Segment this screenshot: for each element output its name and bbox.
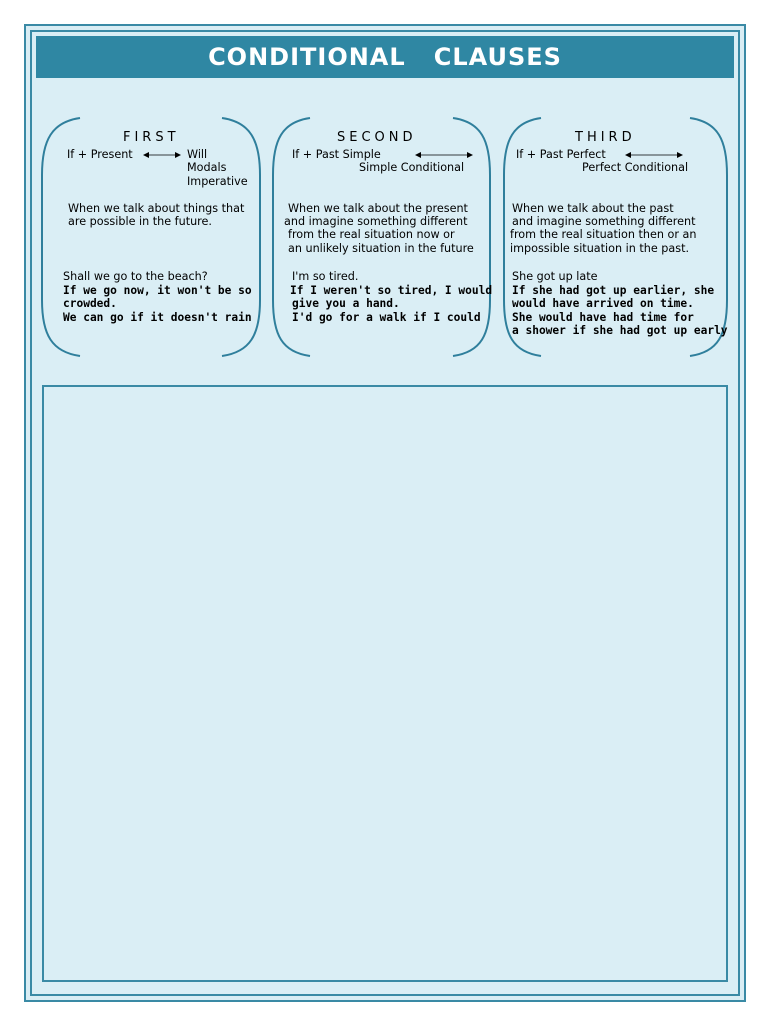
second-description-4: an unlikely situation in the future	[288, 242, 474, 255]
second-description-3: from the real situation now or	[288, 228, 455, 241]
first-double-arrow-icon	[143, 151, 181, 159]
first-formula-right-3: Imperative	[187, 175, 248, 188]
third-example-intro: She got up late	[512, 270, 598, 283]
page-title: CONDITIONAL CLAUSES	[208, 43, 562, 71]
second-formula-left: If + Past Simple	[292, 148, 381, 161]
third-description-4: impossible situation in the past.	[510, 242, 690, 255]
second-description-2: and imagine something different	[284, 215, 468, 228]
third-example-1: If she had got up earlier, she	[512, 284, 715, 297]
second-description-1: When we talk about the present	[288, 202, 468, 215]
third-formula-right-1: Perfect Conditional	[582, 161, 689, 174]
third-description-1: When we talk about the past	[512, 202, 674, 215]
third-example-4: a shower if she had got up early	[512, 324, 728, 337]
exercise-area	[42, 385, 728, 982]
second-example-1: If I weren't so tired, I would	[290, 284, 493, 297]
first-example-1: If we go now, it won't be so	[63, 284, 252, 297]
third-example-2: would have arrived on time.	[512, 297, 694, 310]
third-formula-left: If + Past Perfect	[516, 148, 606, 161]
first-formula-left: If + Present	[67, 148, 133, 161]
second-example-intro: I'm so tired.	[292, 270, 359, 283]
first-example-2: crowded.	[63, 297, 117, 310]
second-example-3: I'd go for a walk if I could	[292, 311, 481, 324]
first-description-1: When we talk about things that	[68, 202, 245, 215]
third-heading: THIRD	[575, 130, 636, 145]
first-example-intro: Shall we go to the beach?	[63, 270, 208, 283]
first-heading: FIRST	[123, 130, 180, 145]
third-example-3: She would have had time for	[512, 311, 694, 324]
title-banner	[36, 36, 734, 78]
third-description-3: from the real situation then or an	[510, 228, 697, 241]
third-description-2: and imagine something different	[512, 215, 696, 228]
second-formula-right-1: Simple Conditional	[359, 161, 465, 174]
first-description-2: are possible in the future.	[68, 215, 212, 228]
third-double-arrow-icon	[625, 151, 683, 159]
second-heading: SECOND	[337, 130, 417, 145]
second-example-2: give you a hand.	[292, 297, 400, 310]
first-formula-right-1: Will	[187, 148, 208, 161]
first-example-3: We can go if it doesn't rain	[63, 311, 252, 324]
first-formula-right-2: Modals	[187, 161, 227, 174]
second-double-arrow-icon	[415, 151, 473, 159]
